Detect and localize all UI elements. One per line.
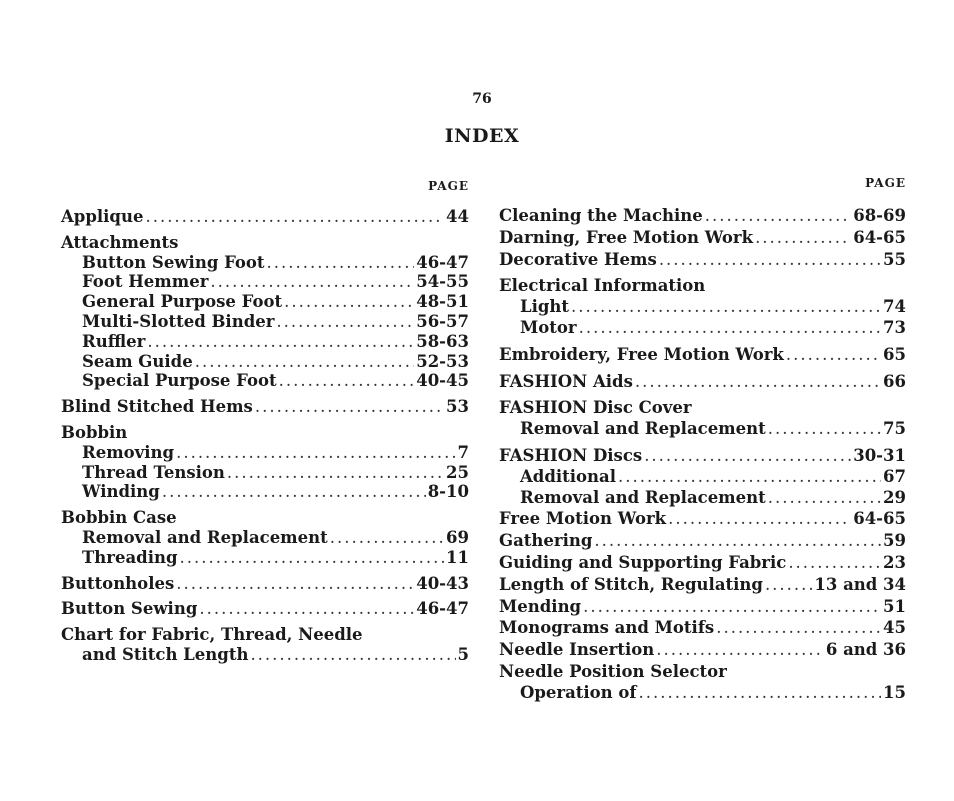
dot-leader <box>145 207 444 227</box>
entry-label: Light <box>520 297 570 317</box>
dot-leader <box>768 488 881 509</box>
page-reference: 73 <box>883 317 906 337</box>
entry-label: FASHION Aids <box>499 371 633 391</box>
page-reference: 13 and 34 <box>814 574 906 594</box>
dot-leader <box>594 531 881 552</box>
index-subentry-line <box>61 272 469 292</box>
dot-leader <box>267 253 415 273</box>
entry-label: Guiding and Supporting Fabric <box>499 552 787 572</box>
page-reference: 55 <box>883 249 906 269</box>
page-reference: 59 <box>883 531 906 551</box>
dot-leader <box>583 597 881 618</box>
index-entry <box>499 228 906 249</box>
entry-label: Needle Position Selector <box>499 661 727 681</box>
index-subentry-line <box>499 297 906 318</box>
entry-label: Electrical Information <box>499 276 706 296</box>
page-reference: 40-43 <box>416 573 469 593</box>
page-reference: 52-53 <box>416 351 469 371</box>
entry-label: Additional <box>520 466 616 486</box>
entry-label: Bobbin Case <box>61 508 177 528</box>
entry-label: Ruffler <box>82 331 146 351</box>
dot-leader <box>788 553 881 574</box>
dot-leader <box>195 352 415 372</box>
index-subentry-line <box>499 488 906 509</box>
entry-label: Applique <box>61 207 144 226</box>
index-entry-line <box>499 276 906 297</box>
entry-label: Embroidery, Free Motion Work <box>499 344 784 364</box>
page-reference: 54-55 <box>416 272 469 292</box>
dot-leader <box>210 272 414 292</box>
index-entry <box>499 398 906 440</box>
index-entry <box>499 446 906 508</box>
page-reference: 8-10 <box>427 482 469 502</box>
index-subentry-line <box>61 443 469 463</box>
entry-label: Button Sewing <box>61 599 198 619</box>
page-reference: 51 <box>883 596 906 616</box>
index-entry <box>61 508 469 567</box>
index-entry <box>499 597 906 618</box>
index-entry-line <box>499 553 906 574</box>
index-entry-line <box>61 574 469 594</box>
page-number: 76 <box>472 91 492 107</box>
dot-leader <box>276 312 414 332</box>
index-right-column <box>499 174 906 705</box>
dot-leader <box>255 397 444 417</box>
index-subentry-line <box>61 528 469 548</box>
index-subentry-line <box>61 292 469 312</box>
entry-label: Mending <box>499 596 582 616</box>
dot-leader <box>639 683 882 704</box>
entry-label: Darning, Free Motion Work <box>499 227 754 247</box>
entry-label: Length of Stitch, Regulating <box>499 574 763 594</box>
dot-leader <box>618 467 881 488</box>
index-entry <box>61 574 469 594</box>
index-entry <box>499 662 906 704</box>
index-entry <box>499 575 906 596</box>
dot-leader <box>579 318 881 339</box>
entry-label: Removal and Replacement <box>520 419 766 439</box>
dot-leader <box>755 228 851 249</box>
index-entry-line <box>499 575 906 596</box>
page-reference: 23 <box>883 552 906 572</box>
index-entry-line <box>61 233 469 253</box>
index-entry <box>499 509 906 530</box>
dot-leader <box>644 446 851 467</box>
index-subentry-line <box>61 253 469 273</box>
index-entry-line <box>499 345 906 366</box>
index-entry-line <box>61 423 469 443</box>
entry-label: Operation of <box>520 682 637 702</box>
dot-leader <box>768 419 881 440</box>
index-subentry-line <box>61 645 469 665</box>
entry-label: Multi-Slotted Binder <box>82 311 275 331</box>
dot-leader <box>716 618 881 639</box>
index-entry-line <box>499 250 906 271</box>
index-entry-line <box>499 228 906 249</box>
entry-label: Monograms and Motifs <box>499 618 715 638</box>
index-entry-line <box>61 397 469 417</box>
dot-leader <box>199 599 414 619</box>
entry-label: General Purpose Foot <box>82 292 283 312</box>
index-entry <box>61 233 469 391</box>
entry-label: Seam Guide <box>82 351 193 371</box>
entry-label: Threading <box>82 547 178 567</box>
index-subentry-line <box>499 419 906 440</box>
index-subentry-line <box>499 683 906 704</box>
dot-leader <box>656 640 824 661</box>
entry-label: FASHION Disc Cover <box>499 398 692 418</box>
index-subentry-line <box>61 463 469 483</box>
index-entry <box>499 553 906 574</box>
entry-label: Cleaning the Machine <box>499 206 703 225</box>
index-entry-line <box>499 597 906 618</box>
page-reference: 53 <box>446 397 469 417</box>
index-subentry-line <box>61 548 469 568</box>
index-entry <box>499 372 906 393</box>
dot-leader <box>571 297 881 318</box>
entry-label: Needle Insertion <box>499 640 655 660</box>
entry-label: Removing <box>82 442 175 462</box>
index-entry <box>61 423 469 502</box>
page-reference: 46-47 <box>416 599 469 619</box>
index-entry <box>499 276 906 338</box>
dot-leader <box>227 463 444 483</box>
index-entry <box>499 206 906 227</box>
page-reference: 58-63 <box>416 331 469 351</box>
dot-leader <box>180 548 445 568</box>
page-reference: 30-31 <box>853 445 906 465</box>
index-entry-line <box>499 618 906 639</box>
index-entry <box>499 345 906 366</box>
entry-label: Button Sewing Foot <box>82 252 265 272</box>
page-reference: 69 <box>446 527 469 547</box>
page-reference: 6 and 36 <box>825 640 906 660</box>
dot-leader <box>176 443 455 463</box>
index-entry-line <box>499 372 906 393</box>
page-reference: 45 <box>883 618 906 638</box>
index-entry-line <box>499 662 906 683</box>
entry-label: Foot Hemmer <box>82 272 209 292</box>
page-reference: 25 <box>446 462 469 482</box>
index-subentry-line <box>499 318 906 339</box>
index-title: INDEX <box>444 125 520 147</box>
index-entry-line <box>499 206 906 227</box>
page-reference: 68-69 <box>853 206 906 225</box>
index-entry <box>61 397 469 417</box>
dot-leader <box>635 372 881 393</box>
index-entry <box>499 618 906 639</box>
page-reference: 5 <box>457 644 469 664</box>
index-entry-line <box>61 508 469 528</box>
index-entry-line <box>61 207 469 227</box>
page-reference: 7 <box>457 442 469 462</box>
index-entry <box>61 599 469 619</box>
page-reference: 44 <box>446 207 469 226</box>
dot-leader <box>250 645 455 665</box>
index-entry-line <box>61 625 469 645</box>
index-entries-right <box>499 206 906 704</box>
entry-label: Special Purpose Foot <box>82 371 277 391</box>
dot-leader <box>279 371 415 391</box>
index-entry-line <box>499 398 906 419</box>
dot-leader <box>330 528 444 548</box>
dot-leader <box>765 575 812 596</box>
page-reference: 67 <box>883 466 906 486</box>
page-reference: 64-65 <box>853 509 906 529</box>
entry-label: Bobbin <box>61 422 128 442</box>
index-subentry-line <box>61 371 469 391</box>
index-subentry-line <box>61 482 469 502</box>
page-reference: 46-47 <box>416 252 469 272</box>
entry-label: Chart for Fabric, Thread, Needle <box>61 625 363 645</box>
entry-label: Motor <box>520 317 577 337</box>
index-subentry-line <box>61 332 469 352</box>
entry-label: Removal and Replacement <box>520 487 766 507</box>
dot-leader <box>147 332 414 352</box>
page-column-header: PAGE <box>865 176 906 190</box>
index-entry <box>61 625 469 665</box>
dot-leader <box>162 482 426 502</box>
entry-label: Decorative Hems <box>499 249 657 269</box>
page-reference: 56-57 <box>416 311 469 331</box>
dot-leader <box>176 574 414 594</box>
index-entry <box>499 250 906 271</box>
entry-label: Attachments <box>61 232 179 252</box>
dot-leader <box>786 345 881 366</box>
dot-leader <box>284 292 414 312</box>
entry-label: Free Motion Work <box>499 509 667 529</box>
page-reference: 64-65 <box>853 227 906 247</box>
page-reference: 65 <box>883 344 906 364</box>
page-reference: 66 <box>883 371 906 391</box>
dot-leader <box>659 250 881 271</box>
entry-label: Removal and Replacement <box>82 527 328 547</box>
entry-label: Gathering <box>499 531 593 551</box>
index-entry-line <box>499 509 906 530</box>
entry-label: Winding <box>82 482 160 502</box>
dot-leader <box>705 206 851 227</box>
page-reference: 40-45 <box>416 371 469 391</box>
index-entry-line <box>499 446 906 467</box>
entry-label: Thread Tension <box>82 462 225 482</box>
page-column-header: PAGE <box>428 179 469 193</box>
page-reference: 48-51 <box>416 292 469 312</box>
dot-leader <box>668 509 851 530</box>
index-entry-line <box>61 599 469 619</box>
page-reference: 74 <box>883 297 906 317</box>
page-reference: 29 <box>883 487 906 507</box>
page-reference: 15 <box>883 682 906 702</box>
entry-label: Buttonholes <box>61 573 175 593</box>
page-reference: 11 <box>446 547 469 567</box>
index-entry <box>61 207 469 227</box>
index-entry <box>499 640 906 661</box>
index-subentry-line <box>61 312 469 332</box>
index-subentry-line <box>61 352 469 372</box>
index-entries-left <box>61 207 469 665</box>
index-entry <box>499 531 906 552</box>
index-left-column <box>61 177 469 671</box>
page-reference: 75 <box>883 419 906 439</box>
index-entry-line <box>499 640 906 661</box>
index-subentry-line <box>499 467 906 488</box>
entry-label: and Stitch Length <box>82 644 249 664</box>
index-entry-line <box>499 531 906 552</box>
entry-label: FASHION Discs <box>499 445 643 465</box>
entry-label: Blind Stitched Hems <box>61 397 253 417</box>
